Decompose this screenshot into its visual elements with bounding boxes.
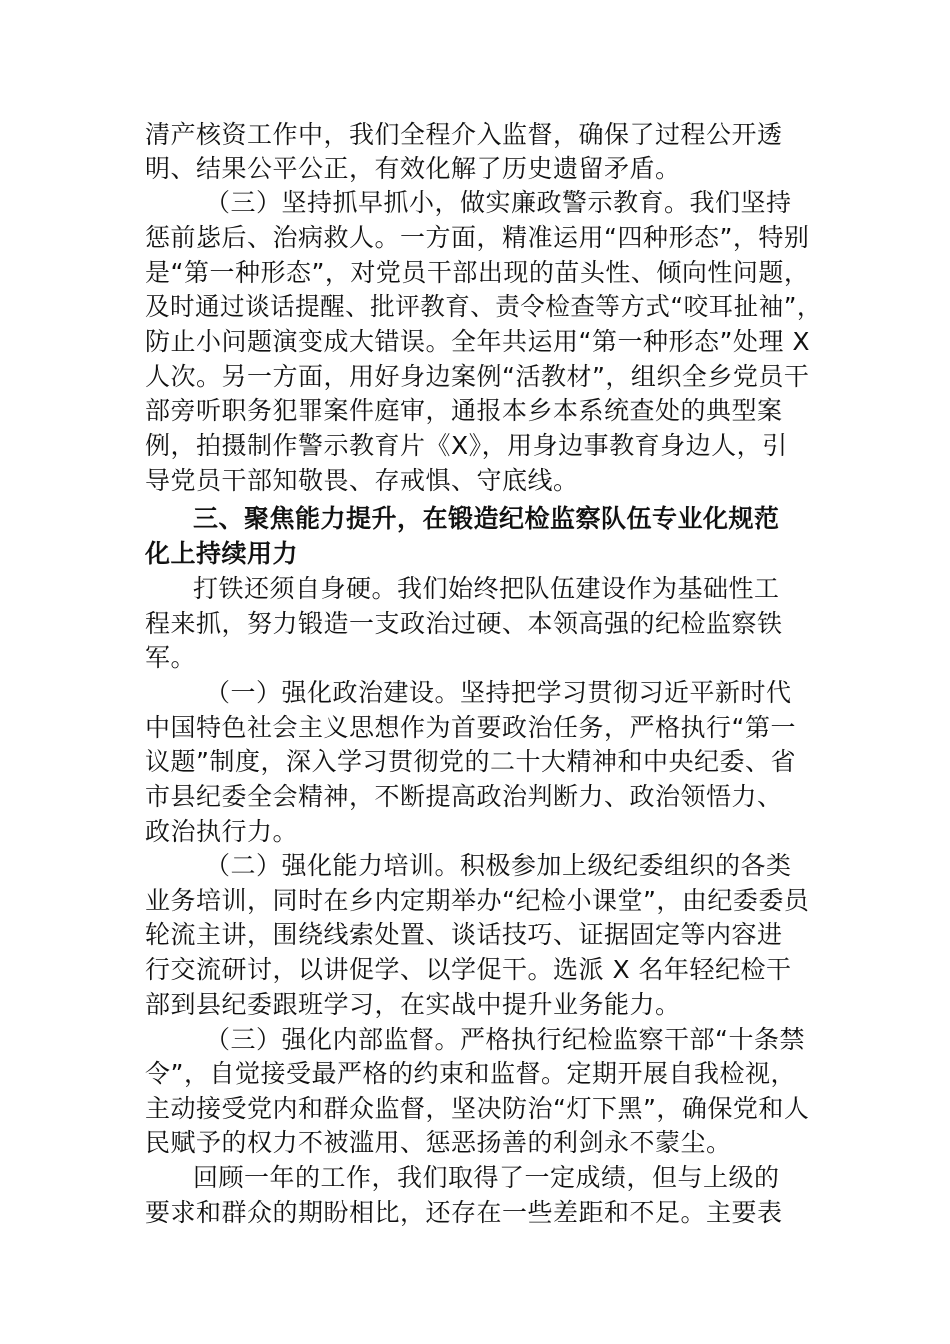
text-line: 部到县纪委跟班学习，在实战中提升业务能力。 bbox=[145, 990, 681, 1019]
text-line: 程来抓，努力锻造一支政治过硬、本领高强的纪检监察铁 bbox=[145, 609, 783, 638]
text-line: （三）坚持抓早抓小，做实廉政警示教育。我们坚持 bbox=[205, 188, 792, 217]
section-heading: 化上持续用力 bbox=[145, 539, 299, 568]
text-line: （一）强化政治建设。坚持把学习贯彻习近平新时代 bbox=[205, 678, 792, 707]
text-line: 主动接受党内和群众监督，坚决防治“灯下黑”，确保党和人 bbox=[145, 1094, 810, 1123]
text-line: 导党员干部知敬畏、存戒惧、守底线。 bbox=[145, 466, 579, 495]
text-line: （二）强化能力培训。积极参加上级纪委组织的各类 bbox=[205, 851, 792, 880]
text-line: 军。 bbox=[145, 643, 197, 672]
text-line: 行交流研讨，以讲促学、以学促干。选派 X 名年轻纪检干 bbox=[145, 955, 792, 984]
text-line: 惩前毖后、治病救人。一方面，精准运用“四种形态”，特别 bbox=[145, 223, 810, 252]
text-line: 中国特色社会主义思想作为首要政治任务，严格执行“第一 bbox=[145, 713, 796, 742]
text-line: 及时通过谈话提醒、批评教育、责令检查等方式“咬耳扯袖”， bbox=[145, 292, 822, 321]
text-line: 是“第一种形态”，对党员干部出现的苗头性、倾向性问题， bbox=[145, 258, 810, 287]
text-line: 民赋予的权力不被滥用、惩恶扬善的利剑永不蒙尘。 bbox=[145, 1128, 732, 1157]
text-line: 防止小问题演变成大错误。全年共运用“第一种形态”处理 X bbox=[145, 327, 810, 356]
text-line: 要求和群众的期盼相比，还存在一些差距和不足。主要表 bbox=[145, 1198, 783, 1227]
text-line: 部旁听职务犯罪案件庭审，通报本乡本系统查处的典型案 bbox=[145, 396, 783, 425]
text-line: 清产核资工作中，我们全程介入监督，确保了过程公开透 bbox=[145, 120, 783, 149]
text-line: 议题”制度，深入学习贯彻党的二十大精神和中央纪委、省 bbox=[145, 747, 796, 776]
section-heading: 三、聚焦能力提升，在锻造纪检监察队伍专业化规范 bbox=[193, 504, 780, 533]
text-line: （三）强化内部监督。严格执行纪检监察干部“十条禁 bbox=[205, 1025, 805, 1054]
text-line: 政治执行力。 bbox=[145, 817, 299, 846]
text-line: 市县纪委全会精神，不断提高政治判断力、政治领悟力、 bbox=[145, 782, 783, 811]
text-line: 打铁还须自身硬。我们始终把队伍建设作为基础性工 bbox=[193, 574, 780, 603]
text-line: 回顾一年的工作，我们取得了一定成绩，但与上级的 bbox=[193, 1163, 780, 1192]
text-line: 业务培训，同时在乡内定期举办“纪检小课堂”，由纪委委员 bbox=[145, 886, 810, 915]
text-line: 轮流主讲，围绕线索处置、谈话技巧、证据固定等内容进 bbox=[145, 920, 783, 949]
text-line: 例，拍摄制作警示教育片《X》，用身边事教育身边人，引 bbox=[145, 431, 788, 460]
text-line: 令”，自觉接受最严格的约束和监督。定期开展自我检视， bbox=[145, 1059, 796, 1088]
text-line: 人次。另一方面，用好身边案例“活教材”，组织全乡党员干 bbox=[145, 362, 810, 391]
text-line: 明、结果公平公正，有效化解了历史遗留矛盾。 bbox=[145, 154, 681, 183]
